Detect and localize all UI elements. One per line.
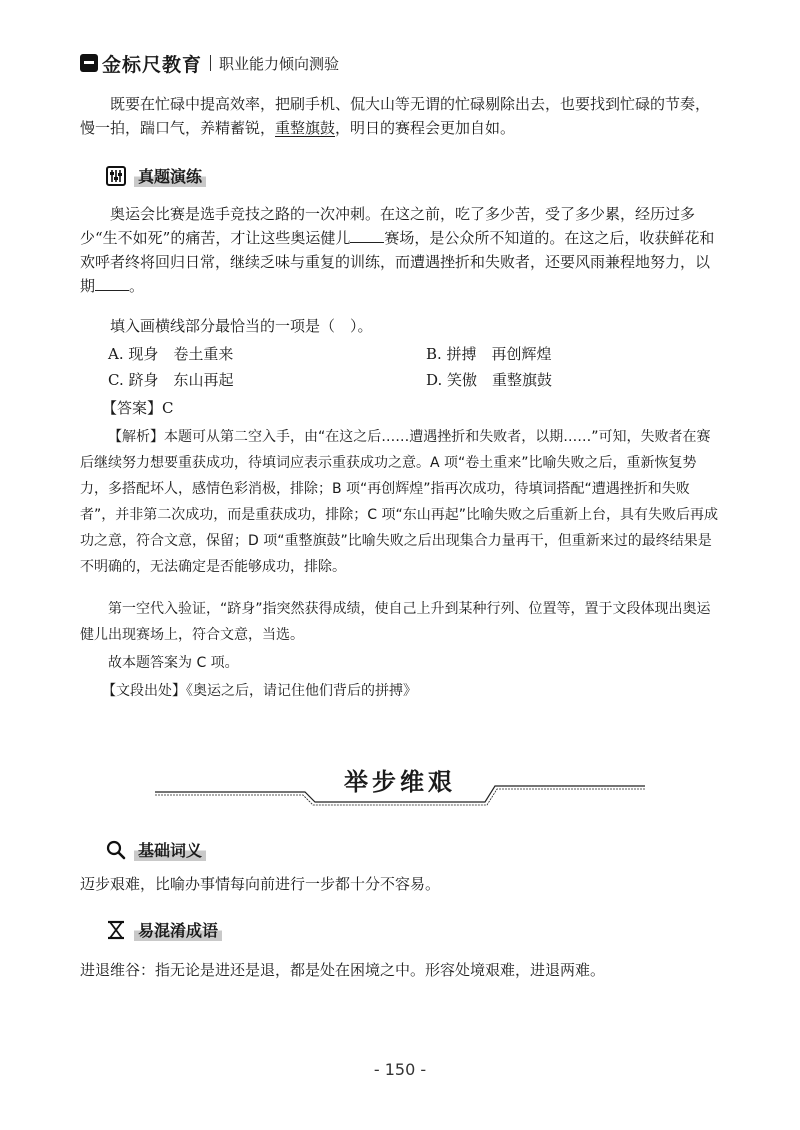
intro-line2-post: ，明日的赛程会更加自如。 (335, 119, 516, 137)
header-divider (210, 55, 211, 71)
idiom-title: 举步维艰 (344, 767, 456, 796)
intro-line2-pre: 慢一拍，踹口气，养精蓄锐， (80, 119, 276, 137)
answer-line: 【答案】C (102, 399, 174, 417)
question-stem (80, 202, 720, 298)
blank-1 (350, 228, 384, 243)
question-part3: 。 (129, 277, 145, 295)
logo-icon (80, 54, 98, 72)
intro-underlined-idiom: 重整旗鼓 (275, 119, 336, 137)
question-part2: 赛场，是公众所不知道的。在这之后，收获鲜花和欢呼者终将回归日常，继续乏味与重复的训练，而遭遇挫折和失败者，还要风雨兼程地努力，以期 (80, 229, 715, 295)
practice-section-title: 真题演练 (134, 164, 206, 187)
analysis-conclusion: 故本题答案为 C 项。 (108, 655, 239, 671)
blank-2 (95, 276, 129, 291)
confuse-idiom-text: 进退维谷：指无论是进还是退，都是处在困境之中。形容处境艰难，进退两难。 (80, 961, 606, 979)
basic-section-title: 基础词义 (134, 838, 206, 861)
basic-meaning-text: 迈步艰难，比喻办事情每向前进行一步都十分不容易。 (80, 875, 441, 893)
question-prompt: 填入画横线部分最恰当的一项是（ ）。 (110, 317, 373, 335)
option-a: A. 现身 卷土重来 (108, 345, 234, 363)
sliders-icon (106, 166, 126, 186)
header-subtitle: 职业能力倾向测验 (219, 54, 340, 73)
option-d: D. 笑傲 重整旗鼓 (426, 371, 553, 389)
hourglass-icon (106, 920, 126, 940)
page-header (80, 50, 339, 76)
source-citation: 【文段出处】《奥运之后，请记住他们背后的拼搏》 (102, 683, 417, 699)
confuse-section-header (106, 918, 222, 941)
magnifier-icon (106, 840, 126, 860)
analysis-paragraph-1: 【解析】本题可从第二空入手，由“在这之后……遭遇挫折和失败者，以期……”可知，失败者在赛后继续努力想要重获成功，待填词应表示重获成功之意。A 项“卷土重来”比喻失败之后，重新恢复势力，多搭配坏人，感情色彩消极，排除；B 项“再创辉煌”指再次成功，待填词搭配“遭遇挫折和失败者”，并非第二次成功，而是重获成功，排除；C 项“东山再起”比喻失败之后重新上台，具有失败后再成功之意，符合文意，保留；D 项“重整旗鼓”比喻失败之后出现集合力量再干，但重新来过的最终结果是不明确的，无法确定是否能够成功，排除。 (80, 429, 718, 575)
analysis-paragraph-2: 第一空代入验证，“跻身”指突然获得成绩，使自己上升到某种行列、位置等，置于文段体现出奥运健儿出现赛场上，符合文意，当选。 (80, 601, 711, 643)
option-c: C. 跻身 东山再起 (108, 371, 234, 389)
basic-section-header (106, 838, 206, 861)
intro-line1: 既要在忙碌中提高效率，把刷手机、侃大山等无谓的忙碌剔除出去，也要找到忙碌的节奏， (110, 95, 711, 113)
practice-section-header (106, 164, 206, 187)
intro-paragraph (80, 92, 720, 140)
question-part1: 奥运会比赛是选手竞技之路的一次冲刺。在这之前，吃了多少苦，受了多少累，经历过多少“生不如死”的痛苦，才让这些奥运健儿 (80, 205, 696, 247)
brand-name: 金标尺教育 (102, 53, 203, 76)
page-number: - 150 - (373, 1060, 427, 1079)
option-b: B. 拼搏 再创辉煌 (426, 345, 552, 363)
confuse-section-title: 易混淆成语 (134, 918, 222, 941)
